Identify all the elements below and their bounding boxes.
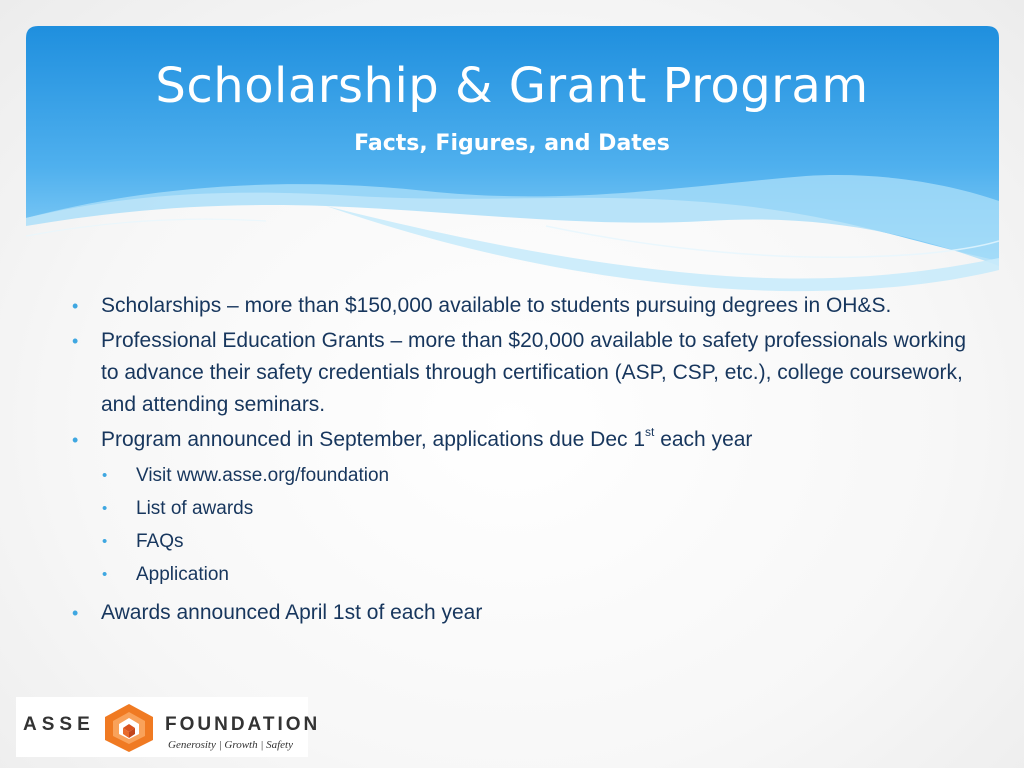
bullet-dot-icon: •: [102, 566, 108, 583]
logo-right-text: FOUNDATION: [165, 714, 321, 735]
bullet-text: Professional Education Grants – more than $20,000 available to safety professionals working to advance their safety credentials through certification (ASP, CSP, etc.), college coursework, and attending seminars.: [101, 329, 966, 416]
slide-subtitle: Facts, Figures, and Dates: [354, 131, 670, 156]
sub-bullet-item-application: [102, 558, 972, 591]
ordinal-suffix: st: [645, 425, 655, 439]
bullet-dot-icon: •: [102, 533, 108, 550]
logo-left-text: ASSE: [23, 714, 95, 735]
sub-bullet-text: Visit www.asse.org/foundation: [136, 465, 390, 486]
sub-bullet-text: List of awards: [136, 498, 254, 519]
bullet-text: Scholarships – more than $150,000 available to students pursuing degrees in OH&S.: [101, 294, 892, 317]
slide-title: Scholarship & Grant Program: [155, 58, 869, 114]
sub-bullet-text: FAQs: [136, 531, 184, 552]
bullet-item-scholarships: [72, 290, 972, 322]
bullet-item-awards-announced: [72, 597, 972, 629]
bullet-dot-icon: •: [72, 603, 79, 623]
sub-bullet-item-visit: [102, 459, 972, 492]
sub-bullet-item-faqs: [102, 525, 972, 558]
bullet-text: Awards announced April 1st of each year: [101, 601, 483, 624]
bullet-dot-icon: •: [102, 500, 108, 517]
bullet-dot-icon: •: [72, 296, 79, 316]
bullet-item-program-dates: [72, 424, 972, 456]
bullet-dot-icon: •: [72, 331, 79, 351]
asse-foundation-logo: [16, 697, 321, 757]
sub-bullet-item-awards-list: [102, 492, 972, 525]
bullet-text-post: each year: [654, 428, 753, 451]
logo-tagline: Generosity | Growth | Safety: [168, 739, 293, 751]
bullet-list: [72, 290, 972, 632]
bullet-item-grants: [72, 325, 972, 421]
bullet-dot-icon: •: [72, 430, 79, 450]
bullet-text-pre: Program announced in September, applications due Dec 1: [101, 428, 646, 451]
bullet-dot-icon: •: [102, 467, 108, 484]
asse-emblem-icon: [101, 702, 157, 754]
sub-bullet-text: Application: [136, 564, 229, 585]
